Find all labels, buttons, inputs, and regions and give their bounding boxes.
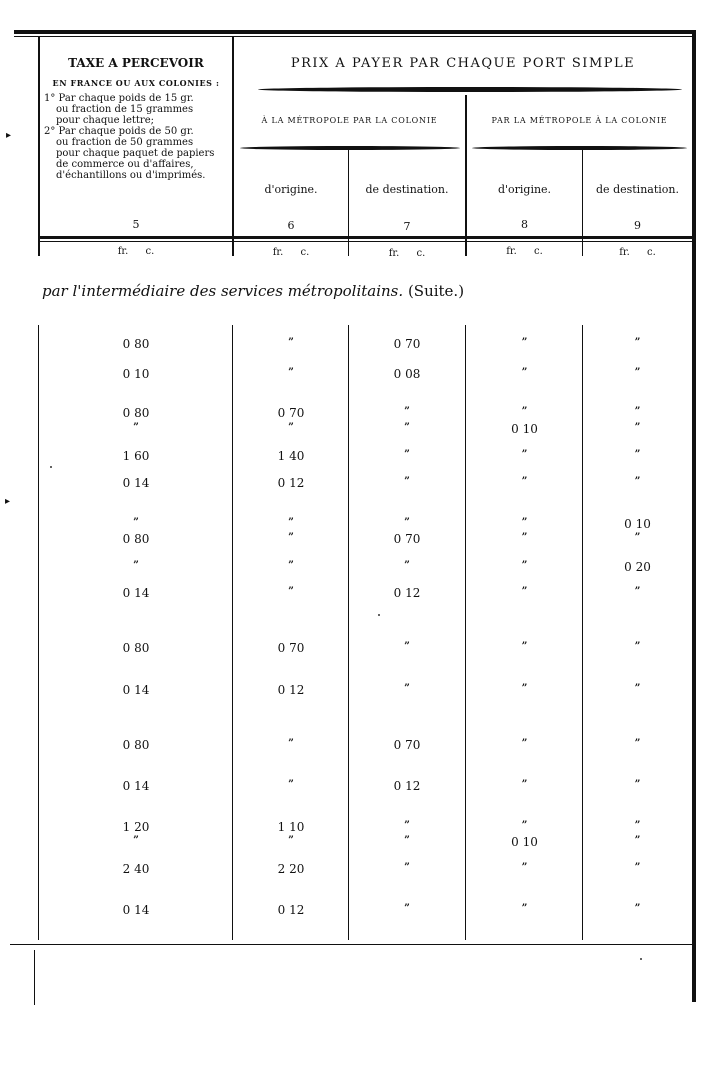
col-number-5: 5 [132, 218, 140, 231]
table-cell-col7: ” [404, 476, 410, 487]
table-cell-col8: ” [521, 820, 528, 831]
numbers-rule-thin [40, 241, 692, 242]
table-cell-col7: ” [404, 683, 410, 694]
table-cell-col8: ” [521, 517, 528, 528]
body-rule-5-6 [232, 325, 233, 940]
table-cell-col5: 0 14 [122, 903, 150, 917]
group-right-label: PAR LA MÉTROPOLE À LA COLONIE [491, 116, 668, 125]
speck [378, 614, 380, 616]
table-cell-col7: 0 70 [393, 532, 421, 546]
table-cell-col9: ” [634, 476, 641, 487]
speck [50, 466, 52, 468]
table-cell-col9: ” [634, 835, 641, 846]
table-cell-col6: 1 10 [277, 820, 305, 834]
table-cell-col6: 0 70 [277, 406, 305, 420]
table-cell-col6: ” [288, 586, 294, 597]
table-cell-col6: ” [288, 560, 294, 571]
table-cell-col7: ” [404, 517, 410, 528]
table-cell-col7: ” [404, 406, 410, 417]
col-number-9: 9 [634, 219, 641, 232]
table-cell-col6: ” [288, 779, 294, 790]
col5-line: 1° Par chaque poids de 15 gr. [44, 93, 194, 104]
table-cell-col5: ” [133, 835, 139, 846]
table-cell-col6: 2 20 [277, 862, 305, 876]
table-cell-col6: ” [288, 835, 294, 846]
table-cell-col9: ” [634, 406, 641, 417]
table-cell-col7: ” [404, 641, 410, 652]
table-cell-col9: 0 10 [624, 517, 651, 531]
table-cell-col5: 0 10 [122, 367, 150, 381]
table-cell-col8: ” [521, 337, 528, 348]
table-cell-col8: ” [521, 738, 528, 749]
section-title-suffix: (Suite.) [407, 282, 465, 300]
table-cell-col9: ” [634, 422, 641, 433]
table-cell-col9: ” [634, 586, 641, 597]
table-cell-col6: 1 40 [277, 449, 305, 463]
table-cell-col6: ” [288, 337, 294, 348]
unit-col5: fr. c. [117, 246, 155, 257]
table-cell-col9: ” [634, 337, 641, 348]
table-cell-col5: 0 80 [122, 738, 150, 752]
table-cell-col6: ” [288, 367, 294, 378]
col5-line: ou fraction de 50 grammes [56, 137, 194, 148]
table-cell-col8: ” [521, 862, 528, 873]
col9-label: de destination. [596, 183, 679, 196]
table-cell-col8: ” [521, 683, 528, 694]
col5-title: TAXE A PERCEVOIR [68, 56, 204, 70]
table-cell-col6: ” [288, 532, 294, 543]
table-cell-col5: ” [133, 560, 139, 571]
unit-col7: fr. c. [388, 248, 426, 259]
table-cell-col7: 0 08 [393, 367, 421, 381]
table-cell-col7: ” [404, 449, 410, 460]
table-cell-col5: ” [133, 422, 139, 433]
col5-line: pour chaque lettre; [56, 115, 154, 126]
table-cell-col9: ” [634, 532, 641, 543]
table-cell-col9: ” [634, 820, 641, 831]
table-cell-col7: ” [404, 903, 410, 914]
table-cell-col9: 0 20 [624, 560, 651, 574]
table-cell-col5: 0 80 [122, 641, 150, 655]
group-left-flourish [240, 146, 460, 150]
header-rule-6-7 [348, 148, 349, 256]
table-cell-col5: 1 20 [122, 820, 150, 834]
col5-line: ou fraction de 15 grammes [56, 104, 194, 115]
table-cell-col8: ” [521, 476, 528, 487]
bottom-rule [10, 944, 692, 945]
unit-col6: fr. c. [272, 247, 310, 258]
table-cell-col8: 0 10 [511, 422, 538, 436]
header-rule-8-9 [582, 148, 583, 256]
table-cell-col8: ” [521, 449, 528, 460]
table-cell-col7: 0 70 [393, 337, 421, 351]
top-border [14, 30, 696, 34]
col7-label: de destination. [365, 183, 449, 196]
table-cell-col6: 0 12 [277, 903, 305, 917]
section-title-italic: par l'intermédiaire des services métropolitains. [42, 282, 404, 300]
table-cell-col6: 0 12 [277, 476, 305, 490]
group-left-label: À LA MÉTROPOLE PAR LA COLONIE [261, 116, 438, 125]
table-cell-col8: ” [521, 367, 528, 378]
main-title: PRIX A PAYER PAR CHAQUE PORT SIMPLE [290, 56, 636, 71]
title-flourish [258, 87, 682, 92]
table-cell-col5: 0 14 [122, 586, 150, 600]
table-cell-col7: ” [404, 820, 410, 831]
col5-line: d'échantillons ou d'imprimés. [56, 170, 206, 181]
table-cell-col9: ” [634, 641, 641, 652]
table-cell-col8: ” [521, 779, 528, 790]
table-cell-col8: ” [521, 903, 528, 914]
table-cell-col7: 0 12 [393, 779, 421, 793]
col-number-8: 8 [521, 218, 528, 231]
table-cell-col7: ” [404, 835, 410, 846]
table-cell-col9: ” [634, 862, 641, 873]
table-cell-col9: ” [634, 683, 641, 694]
margin-mark: ▸ [6, 130, 12, 141]
table-cell-col5: 0 14 [122, 476, 150, 490]
table-cell-col7: 0 70 [393, 738, 421, 752]
table-cell-col8: ” [521, 406, 528, 417]
margin-mark: ▸ [5, 496, 11, 507]
table-cell-col7: ” [404, 560, 410, 571]
table-cell-col9: ” [634, 449, 641, 460]
table-cell-col6: ” [288, 517, 294, 528]
col5-line: 2° Par chaque poids de 50 gr. [44, 126, 194, 137]
col-number-7: 7 [403, 220, 411, 233]
col5-body [44, 93, 230, 181]
right-border [692, 30, 696, 1002]
table-cell-col5: 0 80 [122, 532, 150, 546]
table-cell-col9: ” [634, 367, 641, 378]
col6-label: d'origine. [264, 183, 318, 196]
table-cell-col5: ” [133, 517, 139, 528]
body-rule-8-9 [582, 325, 583, 940]
col5-subtitle: EN FRANCE OU AUX COLONIES : [52, 78, 220, 88]
table-cell-col5: 1 60 [122, 449, 150, 463]
table-cell-col6: ” [288, 422, 294, 433]
table-cell-col8: ” [521, 560, 528, 571]
table-cell-col5: 0 80 [122, 337, 150, 351]
lower-left-rule [34, 950, 35, 1005]
table-cell-col8: 0 10 [511, 835, 538, 849]
table-cell-col5: 2 40 [122, 862, 150, 876]
speck [640, 958, 642, 960]
table-cell-col6: 0 70 [277, 641, 305, 655]
numbers-rule-thick [40, 236, 692, 239]
table-cell-col6: 0 12 [277, 683, 305, 697]
col-number-6: 6 [287, 219, 295, 232]
table-cell-col5: 0 14 [122, 779, 150, 793]
col5-line: pour chaque paquet de papiers [56, 148, 215, 159]
table-cell-col9: ” [634, 738, 641, 749]
group-right-flourish [472, 146, 687, 150]
table-cell-col5: 0 14 [122, 683, 150, 697]
body-left-rule [38, 325, 39, 940]
top-border-thin [14, 36, 696, 37]
table-cell-col8: ” [521, 641, 528, 652]
body-rule-6-7 [348, 325, 349, 940]
table-cell-col8: ” [521, 532, 528, 543]
table-cell-col7: ” [404, 862, 410, 873]
table-cell-col9: ” [634, 779, 641, 790]
col8-label: d'origine. [497, 183, 552, 196]
table-cell-col7: 0 12 [393, 586, 421, 600]
table-cell-col5: 0 80 [122, 406, 150, 420]
table-cell-col6: ” [288, 738, 294, 749]
table-cell-col8: ” [521, 586, 528, 597]
unit-col8: fr. c. [506, 246, 543, 257]
unit-col9: fr. c. [619, 247, 656, 258]
col5-line: de commerce ou d'affaires, [56, 159, 194, 170]
section-title [42, 282, 464, 300]
body-rule-7-8 [465, 325, 466, 940]
table-cell-col7: ” [404, 422, 410, 433]
table-cell-col9: ” [634, 903, 641, 914]
